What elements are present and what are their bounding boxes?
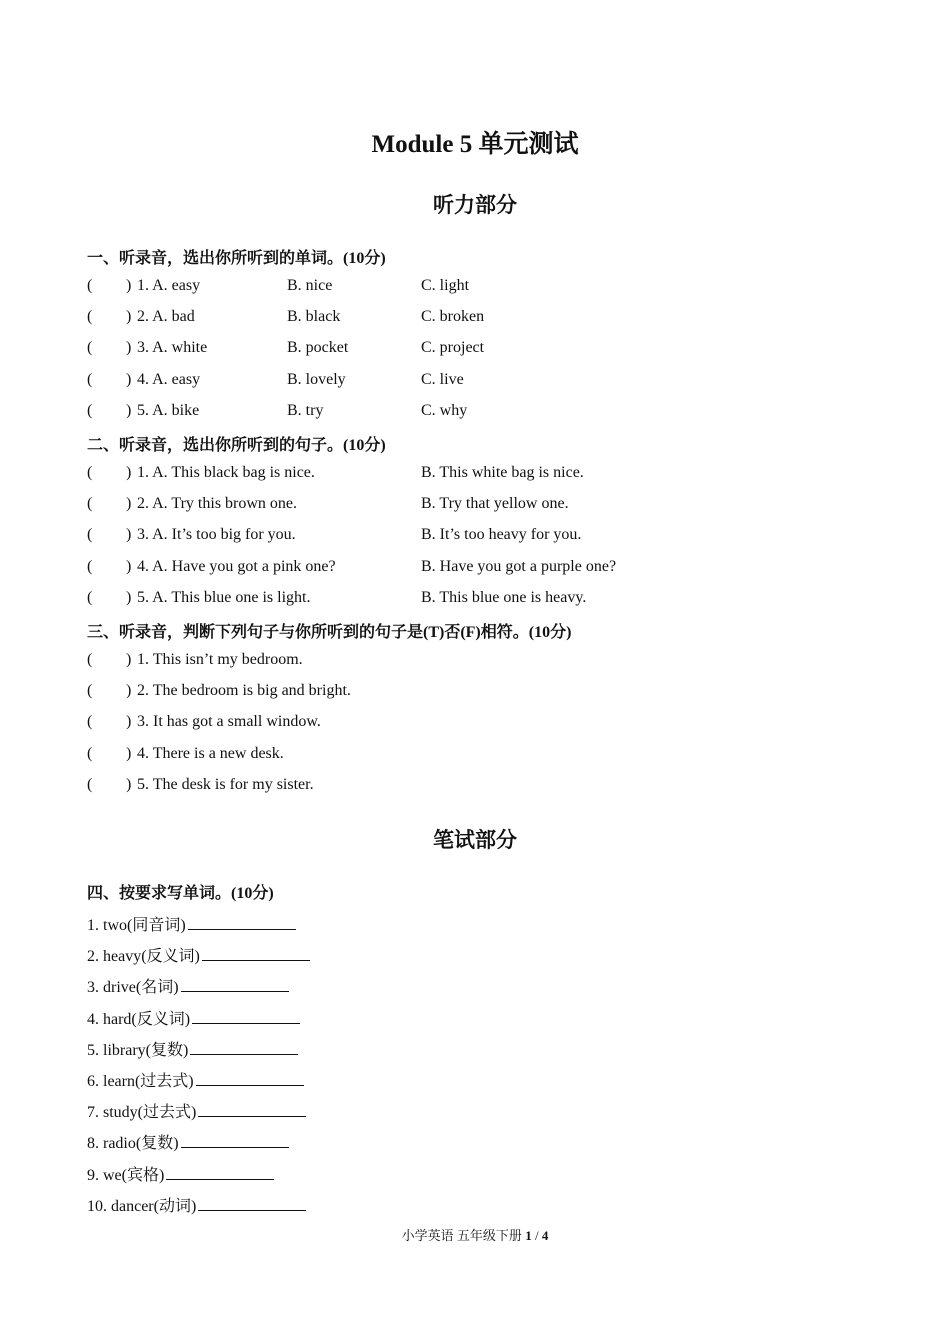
answer-blank[interactable] xyxy=(181,976,289,992)
answer-paren-close: ) xyxy=(126,370,132,388)
option-a: 4. A. easy xyxy=(137,370,201,388)
sentence-option-a: 4. A. Have you got a pink one? xyxy=(137,557,336,575)
answer-paren-open: ( xyxy=(87,339,93,357)
answer-blank[interactable] xyxy=(198,1195,306,1211)
answer-paren-close: ) xyxy=(126,308,132,326)
word-question xyxy=(87,1099,306,1122)
word-question-text: 5. library(复数) xyxy=(87,1041,189,1059)
answer-paren-open: ( xyxy=(87,713,93,731)
answer-paren-open: ( xyxy=(87,526,93,544)
word-question-text: 7. study(过去式) xyxy=(87,1104,197,1122)
answer-paren-open: ( xyxy=(87,370,93,388)
part3-heading: 三、听录音，判断下列句子与你所听到的句子是(T)否(F)相符。(10分) xyxy=(87,624,572,641)
answer-blank[interactable] xyxy=(181,1132,289,1148)
answer-paren-close: ) xyxy=(126,526,132,544)
word-question xyxy=(87,1006,300,1029)
answer-paren-open: ( xyxy=(87,401,93,419)
sentence-option-b: B. Have you got a purple one? xyxy=(421,557,617,575)
writing-section-title: 笔试部分 xyxy=(433,828,517,852)
part2-heading: 二、听录音，选出你所听到的句子。(10分) xyxy=(87,437,386,454)
option-b: B. try xyxy=(287,401,324,419)
answer-blank[interactable] xyxy=(196,1070,304,1086)
option-c: C. project xyxy=(421,339,485,357)
answer-blank[interactable] xyxy=(202,945,310,961)
word-question-text: 3. drive(名词) xyxy=(87,979,179,997)
answer-paren-close: ) xyxy=(126,744,132,762)
answer-paren-close: ) xyxy=(126,464,132,481)
true-false-statement: 1. This isn’t my bedroom. xyxy=(137,651,303,668)
answer-paren-close: ) xyxy=(126,651,132,668)
answer-paren-close: ) xyxy=(126,588,132,606)
answer-blank[interactable] xyxy=(166,1164,274,1180)
answer-blank[interactable] xyxy=(198,1101,306,1117)
sentence-option-b: B. This white bag is nice. xyxy=(421,464,584,481)
word-question-text: 6. learn(过去式) xyxy=(87,1073,194,1090)
answer-paren-open: ( xyxy=(87,277,93,294)
option-c: C. live xyxy=(421,370,464,388)
answer-paren-close: ) xyxy=(126,277,132,294)
option-a: 3. A. white xyxy=(137,339,208,357)
listening-section-title: 听力部分 xyxy=(433,193,517,217)
answer-blank[interactable] xyxy=(192,1008,300,1024)
true-false-statement: 2. The bedroom is big and bright. xyxy=(137,682,351,700)
word-question xyxy=(87,1037,298,1060)
answer-blank[interactable] xyxy=(190,1039,298,1055)
option-b: B. nice xyxy=(287,277,333,294)
answer-blank[interactable] xyxy=(188,914,296,930)
sentence-option-b: B. This blue one is heavy. xyxy=(421,588,587,606)
word-question-text: 9. we(宾格) xyxy=(87,1166,165,1184)
word-question xyxy=(87,974,289,997)
option-c: C. why xyxy=(421,401,468,419)
true-false-statement: 3. It has got a small window. xyxy=(137,713,321,731)
option-a: 5. A. bike xyxy=(137,401,200,419)
true-false-statement: 5. The desk is for my sister. xyxy=(137,775,314,793)
option-c: C. broken xyxy=(421,308,485,326)
answer-paren-open: ( xyxy=(87,682,93,700)
sentence-option-a: 5. A. This blue one is light. xyxy=(137,588,311,606)
sentence-option-b: B. It’s too heavy for you. xyxy=(421,526,582,544)
answer-paren-open: ( xyxy=(87,308,93,326)
footer-page-total: 4 xyxy=(541,1228,549,1243)
option-b: B. black xyxy=(287,308,341,326)
option-c: C. light xyxy=(421,277,470,294)
answer-paren-open: ( xyxy=(87,464,93,481)
part1-heading: 一、听录音，选出你所听到的单词。(10分) xyxy=(87,250,386,267)
answer-paren-open: ( xyxy=(87,775,93,793)
answer-paren-close: ) xyxy=(126,713,132,731)
option-a: 2. A. bad xyxy=(137,308,195,326)
answer-paren-open: ( xyxy=(87,651,93,668)
word-question xyxy=(87,1193,306,1216)
sentence-option-a: 2. A. Try this brown one. xyxy=(137,495,298,513)
word-question-text: 10. dancer(动词) xyxy=(87,1197,197,1215)
footer-separator: / xyxy=(531,1228,542,1243)
word-question-text: 4. hard(反义词) xyxy=(87,1010,191,1028)
answer-paren-close: ) xyxy=(126,401,132,419)
word-question xyxy=(87,1130,289,1153)
option-a: 1. A. easy xyxy=(137,277,201,294)
footer-subject: 小学英语 五年级下册 xyxy=(401,1228,526,1243)
true-false-statement: 4. There is a new desk. xyxy=(137,744,284,762)
word-question-text: 8. radio(复数) xyxy=(87,1135,179,1153)
answer-paren-close: ) xyxy=(126,682,132,700)
answer-paren-close: ) xyxy=(126,557,132,575)
answer-paren-close: ) xyxy=(126,775,132,793)
word-question xyxy=(87,943,310,966)
option-b: B. pocket xyxy=(287,339,349,357)
answer-paren-open: ( xyxy=(87,557,93,575)
answer-paren-close: ) xyxy=(126,339,132,357)
footer-page-number: 1 xyxy=(525,1228,532,1243)
answer-paren-open: ( xyxy=(87,495,93,513)
part4-heading: 四、按要求写单词。(10分) xyxy=(87,885,274,902)
word-question xyxy=(87,912,296,935)
option-b: B. lovely xyxy=(287,370,346,388)
answer-paren-open: ( xyxy=(87,588,93,606)
answer-paren-close: ) xyxy=(126,495,132,513)
word-question-text: 1. two(同音词) xyxy=(87,917,186,934)
page-title: Module 5 单元测试 xyxy=(371,131,579,158)
word-question xyxy=(87,1068,304,1091)
word-question xyxy=(87,1162,274,1185)
sentence-option-a: 1. A. This black bag is nice. xyxy=(137,464,315,481)
page-footer xyxy=(0,1225,950,1244)
sentence-option-b: B. Try that yellow one. xyxy=(421,495,569,513)
sentence-option-a: 3. A. It’s too big for you. xyxy=(137,526,296,544)
word-question-text: 2. heavy(反义词) xyxy=(87,948,200,966)
answer-paren-open: ( xyxy=(87,744,93,762)
